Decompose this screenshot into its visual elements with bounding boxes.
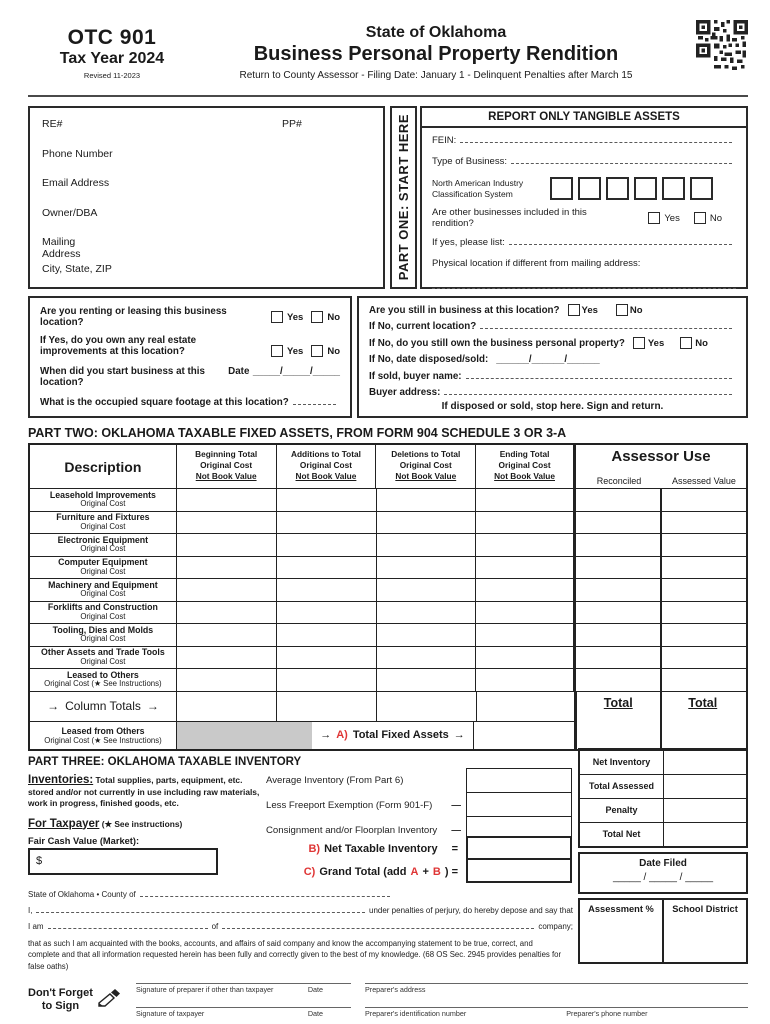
for-taxpayer-label: For Taxpayer (★ See instructions) xyxy=(28,817,183,830)
assessor-use-header: Assessor Use Reconciled Assessed Value xyxy=(576,445,746,488)
form-code: OTC 901 xyxy=(67,26,157,49)
ending-cost-cell[interactable] xyxy=(476,534,576,556)
naics-digit-box[interactable] xyxy=(606,177,629,200)
date-word: Date xyxy=(228,366,250,377)
still-own-no-checkbox[interactable] xyxy=(680,337,692,349)
arrow-icon: → xyxy=(146,699,159,714)
improvements-question: If Yes, do you own any real estate improvements at this location? xyxy=(40,335,197,357)
business-status-box xyxy=(357,296,748,418)
yes-label: Yes xyxy=(581,304,598,316)
freeport-exemption-label: Less Freeport Exemption (Form 901-F) — xyxy=(266,800,461,811)
total-fixed-assets-label: → A) Total Fixed Assets → xyxy=(320,729,465,742)
fair-cash-value-label: Fair Cash Value (Market): xyxy=(28,835,140,846)
preparer-phone-label: Preparer's phone number xyxy=(566,1008,648,1018)
leased-from-others-row: Leased from Others Original Cost (★ See Instructions) → A) Total Fixed Assets → xyxy=(30,721,577,749)
additions-cost-cell[interactable] xyxy=(277,512,377,534)
no-label: No xyxy=(327,311,340,323)
col-deletions-header: Deletions to Total Original Cost Not Book Value xyxy=(376,445,476,488)
deletions-cost-cell[interactable] xyxy=(377,669,477,691)
table-row-electronic: Electronic Equipment Original Cost xyxy=(30,533,746,556)
preparer-signature-field[interactable] xyxy=(136,983,351,994)
preparer-address-field[interactable] xyxy=(365,983,748,994)
renting-no-checkbox[interactable] xyxy=(311,311,323,323)
header-divider xyxy=(28,95,748,97)
current-location-label: If No, current location? xyxy=(369,321,477,333)
signature-line[interactable] xyxy=(365,983,748,984)
ending-cost-cell[interactable] xyxy=(476,579,576,601)
date-filed-input[interactable]: _____ / _____ / _____ xyxy=(612,871,714,883)
deletions-cost-cell[interactable] xyxy=(377,557,477,579)
part-three-section xyxy=(28,756,748,888)
shaded-cell xyxy=(177,722,312,749)
current-location-input[interactable] xyxy=(480,321,732,329)
no-label: No xyxy=(629,304,643,316)
assessment-pct-cell[interactable]: Assessment % xyxy=(580,900,664,962)
freeport-exemption-input[interactable] xyxy=(466,792,572,818)
ending-cost-cell[interactable] xyxy=(476,512,576,534)
fein-label: FEIN: xyxy=(432,135,457,147)
col-ending-header: Ending Total Original Cost Not Book Value xyxy=(476,445,576,488)
naics-digit-box[interactable] xyxy=(550,177,573,200)
start-date-input[interactable]: _____/_____/_____ xyxy=(252,366,340,377)
deletions-cost-cell[interactable] xyxy=(377,512,477,534)
naics-digit-box[interactable] xyxy=(634,177,657,200)
assessor-totals-box xyxy=(574,692,744,749)
square-footage-question: What is the occupied square footage at this location? xyxy=(40,397,289,409)
table-row-forklifts: Forklifts and Construction Original Cost xyxy=(30,601,746,624)
total-net-label: Total Net xyxy=(580,823,664,846)
additions-cost-cell[interactable] xyxy=(277,489,377,511)
additions-cost-cell[interactable] xyxy=(277,624,377,646)
deponent-label: I, xyxy=(28,905,33,915)
other-businesses-yes-checkbox[interactable] xyxy=(648,212,660,224)
table-row-tooling: Tooling, Dies and Molds Original Cost xyxy=(30,623,746,646)
additions-cost-cell[interactable] xyxy=(277,669,377,691)
fair-cash-value-input[interactable]: $ xyxy=(28,848,218,875)
improvements-no-checkbox[interactable] xyxy=(311,345,323,357)
phone-field[interactable]: Phone Number xyxy=(42,147,113,160)
assessed-value-cell[interactable] xyxy=(662,557,746,579)
county-of-label: State of Oklahoma • County of xyxy=(28,889,136,899)
deletions-cost-cell[interactable] xyxy=(377,602,477,624)
naics-digit-box[interactable] xyxy=(690,177,713,200)
start-date-question: When did you start business at this location? xyxy=(40,366,205,388)
affidavit-text-line4: that as such I am acquainted with the books, accounts, and affairs of said company and know the accompanying statement to be true, correct, and xyxy=(28,938,533,948)
signature-line[interactable] xyxy=(136,1007,351,1008)
qr-code-icon xyxy=(696,20,748,72)
grand-total-input[interactable] xyxy=(466,858,572,883)
naics-label: North American Industry Classification System xyxy=(432,178,524,199)
reconciled-cell[interactable] xyxy=(576,512,662,534)
column-totals-row xyxy=(30,692,577,721)
reconciled-cell[interactable] xyxy=(576,534,662,556)
total-assessed-label: Total Assessed xyxy=(580,775,664,798)
form-id-block xyxy=(28,18,196,80)
total-fixed-assets-input[interactable] xyxy=(473,722,577,749)
additions-cost-cell[interactable] xyxy=(277,602,377,624)
reconciled-cell[interactable] xyxy=(576,489,662,511)
additions-cost-cell[interactable] xyxy=(277,579,377,601)
preparer-address-label: Preparer's address xyxy=(365,984,426,994)
reconciled-cell[interactable] xyxy=(576,624,662,646)
assessed-value-cell[interactable] xyxy=(662,489,746,511)
beginning-cost-cell[interactable] xyxy=(177,669,277,691)
city-state-zip-field[interactable]: City, State, ZIP xyxy=(42,263,112,275)
filing-instructions: Return to County Assessor - Filing Date: January 1 - Delinquent Penalties after March 15 xyxy=(239,70,633,81)
no-label: No xyxy=(709,212,722,224)
arrow-icon: → xyxy=(320,729,332,742)
improvements-yes-checkbox[interactable] xyxy=(271,345,283,357)
naics-digit-box[interactable] xyxy=(662,177,685,200)
a-prefix: A) xyxy=(336,729,348,742)
part-three-title: PART THREE: OKLAHOMA TAXABLE INVENTORY xyxy=(28,755,302,768)
assessed-total-cell[interactable]: Total xyxy=(688,695,718,710)
assessed-value-header: Assessed Value xyxy=(672,476,736,486)
taxpayer-signature-label: Signature of taxpayer xyxy=(136,1008,205,1018)
beginning-cost-cell[interactable] xyxy=(177,602,277,624)
deletions-cost-cell[interactable] xyxy=(377,624,477,646)
physical-location-label: Physical location if different from mailing address: xyxy=(432,258,641,270)
deletions-cost-cell[interactable] xyxy=(377,579,477,601)
table-row-leased-to-others: Leased to Others Original Cost (★ See Instructions) xyxy=(30,668,746,691)
naics-digit-box[interactable] xyxy=(578,177,601,200)
additions-cost-cell[interactable] xyxy=(277,647,377,669)
part-one-side-label: PART ONE: START HERE xyxy=(390,106,417,289)
company-input[interactable] xyxy=(222,922,534,929)
square-footage-input[interactable] xyxy=(293,397,336,405)
beginning-cost-cell[interactable] xyxy=(177,489,277,511)
buyer-name-label: If sold, buyer name: xyxy=(369,370,462,382)
deletions-cost-cell[interactable] xyxy=(377,534,477,556)
tangible-assets-heading: REPORT ONLY TANGIBLE ASSETS xyxy=(422,108,746,128)
if-yes-list-label: If yes, please list: xyxy=(432,237,505,249)
net-taxable-inventory-label: B) Net Taxable Inventory = xyxy=(308,842,458,855)
taxpayer-signature-field[interactable] xyxy=(136,1007,351,1018)
inventories-definition: Inventories: Total supplies, parts, equipment, etc. stored and/or not currently in use including raw materials, work in progress, finished goods, etc. xyxy=(28,773,260,809)
preparer-id-phone-field[interactable] xyxy=(365,1007,748,1018)
ending-cost-cell[interactable] xyxy=(476,669,576,691)
col-description-header: Description xyxy=(30,445,177,488)
reconciled-cell[interactable] xyxy=(576,669,662,691)
title-input[interactable] xyxy=(48,922,208,929)
stop-here-note: If disposed or sold, stop here. Sign and return. xyxy=(441,400,664,412)
still-business-yes-checkbox[interactable] xyxy=(568,304,580,316)
table-row-furniture: Furniture and Fixtures Original Cost xyxy=(30,511,746,534)
deponent-name-input[interactable] xyxy=(36,906,365,913)
if-yes-list-input[interactable] xyxy=(509,237,732,245)
reconciled-cell[interactable] xyxy=(576,579,662,601)
beginning-cost-cell[interactable] xyxy=(177,624,277,646)
yes-label: Yes xyxy=(286,311,304,323)
page-title: Business Personal Property Rendition xyxy=(253,43,619,65)
qr-code xyxy=(676,18,748,72)
renting-yes-checkbox[interactable] xyxy=(271,311,283,323)
ending-cost-cell[interactable] xyxy=(476,647,576,669)
physical-location-input[interactable] xyxy=(432,281,736,289)
business-type-input[interactable] xyxy=(511,156,732,164)
no-label: No xyxy=(695,337,708,349)
part-one-box xyxy=(420,106,748,289)
reconciled-header: Reconciled xyxy=(596,476,642,486)
table-row-leasehold: Leasehold Improvements Original Cost xyxy=(30,488,746,511)
beginning-total-cell[interactable] xyxy=(177,692,277,721)
of-label: of xyxy=(211,921,219,931)
other-businesses-question: Are other businesses included in this rendition? xyxy=(432,207,587,230)
deletions-total-cell[interactable] xyxy=(377,692,477,721)
grand-total-label: C) Grand Total (add A + B ) = xyxy=(303,865,458,878)
deletions-cost-cell[interactable] xyxy=(377,647,477,669)
company-label: company; xyxy=(538,921,573,931)
col-beginning-header: Beginning Total Original Cost Not Book Value xyxy=(177,445,277,488)
buyer-name-input[interactable] xyxy=(466,370,732,378)
revision-date: Revised 11-2023 xyxy=(83,71,141,80)
taxpayer-info-box xyxy=(28,106,385,289)
beginning-cost-cell[interactable] xyxy=(177,579,277,601)
ending-cost-cell[interactable] xyxy=(476,602,576,624)
state-name: State of Oklahoma xyxy=(365,24,507,41)
assessed-value-cell[interactable] xyxy=(662,647,746,669)
beginning-cost-cell[interactable] xyxy=(177,557,277,579)
i-am-label: I am xyxy=(28,921,44,931)
signature-line[interactable] xyxy=(136,983,351,984)
yes-label: Yes xyxy=(286,346,304,357)
form-title-block xyxy=(196,18,676,81)
reconciled-cell[interactable] xyxy=(576,557,662,579)
beginning-cost-cell[interactable] xyxy=(177,512,277,534)
assessed-value-cell[interactable] xyxy=(662,534,746,556)
net-inventory-label: Net Inventory xyxy=(580,750,664,774)
dont-forget-to-sign: Don't Forget to Sign xyxy=(28,983,136,1018)
part-two-title: PART TWO: OKLAHOMA TAXABLE FIXED ASSETS, FROM FORM 904 SCHEDULE 3 OR 3-A xyxy=(28,426,567,440)
ending-cost-cell[interactable] xyxy=(476,557,576,579)
table-row-machinery: Machinery and Equipment Original Cost xyxy=(30,578,746,601)
signature-line[interactable] xyxy=(365,1007,748,1008)
still-own-yes-checkbox[interactable] xyxy=(633,337,645,349)
reconciled-total-cell[interactable]: Total xyxy=(577,692,662,749)
deletions-cost-cell[interactable] xyxy=(377,489,477,511)
school-district-cell[interactable]: School District xyxy=(672,903,738,914)
mailing-address-field[interactable]: Mailing Address xyxy=(42,236,81,260)
location-questions-box xyxy=(28,296,352,418)
preparer-signature-label: Signature of preparer if other than taxpayer xyxy=(136,984,274,994)
tax-year: Tax Year 2024 xyxy=(59,50,165,67)
fein-input[interactable] xyxy=(460,135,732,143)
arrow-icon: → xyxy=(453,729,465,742)
date-disposed-label: If No, date disposed/sold: xyxy=(369,354,489,366)
still-business-no-checkbox[interactable] xyxy=(616,304,628,316)
assessed-value-cell[interactable] xyxy=(662,579,746,601)
assessed-value-cell[interactable] xyxy=(662,512,746,534)
other-businesses-no-checkbox[interactable] xyxy=(694,212,706,224)
average-inventory-label: Average Inventory (From Part 6) xyxy=(266,775,404,786)
ending-cost-cell[interactable] xyxy=(476,489,576,511)
signature-section xyxy=(28,983,748,1018)
beginning-cost-cell[interactable] xyxy=(177,647,277,669)
table-row-other-assets: Other Assets and Trade Tools Original Cost xyxy=(30,646,746,669)
beginning-cost-cell[interactable] xyxy=(177,534,277,556)
email-field[interactable]: Email Address xyxy=(42,177,110,189)
form-header xyxy=(28,18,748,81)
owner-dba-field[interactable]: Owner/DBA xyxy=(42,206,98,219)
re-number-label[interactable]: RE# xyxy=(42,118,63,130)
assessment-district-box xyxy=(578,898,748,964)
county-input[interactable] xyxy=(140,890,390,897)
date-label: Date xyxy=(307,984,323,994)
buyer-address-label: Buyer address: xyxy=(369,386,441,398)
pen-icon xyxy=(97,987,123,1009)
buyer-address-input[interactable] xyxy=(444,387,732,395)
additions-cost-cell[interactable] xyxy=(277,534,377,556)
average-inventory-input[interactable] xyxy=(466,768,572,794)
date-disposed-input[interactable]: ______/______/______ xyxy=(496,354,600,366)
assessed-value-cell[interactable] xyxy=(662,624,746,646)
penalty-label: Penalty xyxy=(580,799,664,822)
date-filed-label: Date Filed xyxy=(639,857,687,869)
still-own-question: If No, do you still own the business personal property? xyxy=(369,337,625,349)
fixed-assets-table xyxy=(28,443,748,751)
date-label: Date xyxy=(307,1008,323,1018)
assessed-value-cell[interactable] xyxy=(662,602,746,624)
renting-question: Are you renting or leasing this business location? xyxy=(40,306,227,328)
col-additions-header: Additions to Total Original Cost Not Book Value xyxy=(277,445,377,488)
ending-total-cell[interactable] xyxy=(477,692,577,721)
reconciled-cell[interactable] xyxy=(576,647,662,669)
still-in-business-question: Are you still in business at this location? xyxy=(369,304,560,316)
column-totals-label: Column Totals xyxy=(65,699,141,714)
assessed-value-cell[interactable] xyxy=(662,669,746,691)
table-row-computer: Computer Equipment Original Cost xyxy=(30,556,746,579)
ending-cost-cell[interactable] xyxy=(476,624,576,646)
reconciled-cell[interactable] xyxy=(576,602,662,624)
arrow-icon: → xyxy=(47,699,60,714)
business-type-label: Type of Business: xyxy=(432,156,507,168)
affidavit-section xyxy=(28,890,573,973)
yes-label: Yes xyxy=(664,212,680,224)
affidavit-text-line5: complete and that all information requested herein has been fully and correctly given to the best of my knowledge. (68 OS Sec. 2945 provides penalties for false oaths) xyxy=(28,950,562,971)
consignment-label: Consignment and/or Floorplan Inventory — xyxy=(266,825,461,836)
additions-cost-cell[interactable] xyxy=(277,557,377,579)
preparer-id-label: Preparer's identification number xyxy=(365,1008,467,1018)
pp-number-label[interactable]: PP# xyxy=(282,118,302,130)
net-taxable-inventory-input[interactable] xyxy=(466,836,572,861)
additions-total-cell[interactable] xyxy=(277,692,377,721)
no-label: No xyxy=(327,346,340,357)
yes-label: Yes xyxy=(647,337,665,349)
perjury-text: under penalties of perjury, do hereby depose and say that xyxy=(369,905,573,915)
